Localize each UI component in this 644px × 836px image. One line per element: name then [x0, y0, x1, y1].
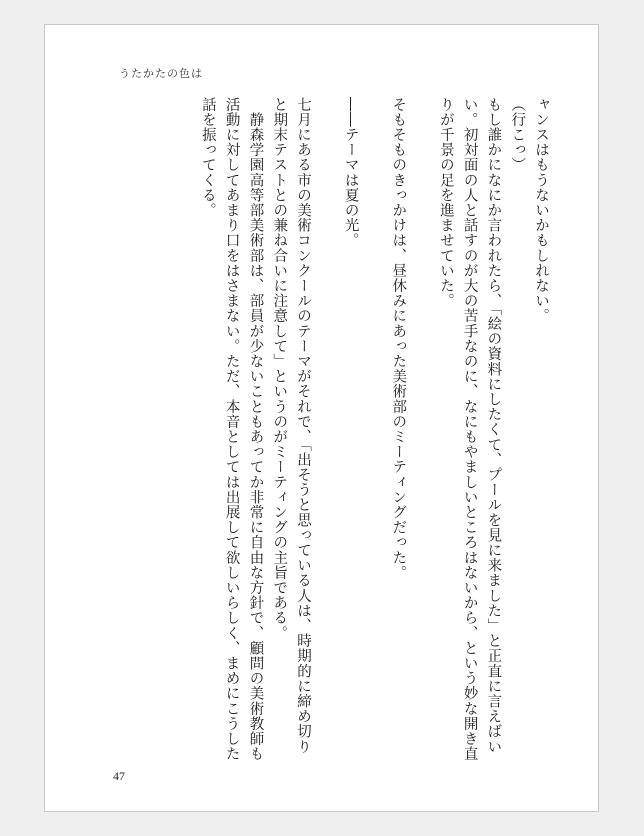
blank-line	[362, 97, 386, 767]
vertical-body-text	[100, 97, 552, 767]
paragraph: 静森学園高等部美術部は、部員が少ないこともあってか非常に自由な方針で、顧問の美術教師も活動に対してあまり口をはさまない。ただ、本音としては出展して欲しいらしく、まめにこうした話を振ってくる。	[199, 97, 264, 762]
paragraph: ――テーマは夏の光。	[342, 97, 359, 248]
blank-line	[314, 97, 338, 767]
paragraph: ャンスはもうないかもしれない。	[533, 97, 549, 324]
blank-line	[409, 97, 433, 767]
paragraph: そもそものきっかけは、昼休みにあった美術部のミーティングだった。	[390, 97, 407, 581]
page-number: 47	[113, 769, 125, 783]
paragraph: もし誰かになにか言われたら、「絵の資料にしたくて、プールを見に来ました」と正直に言えばいい。初対面の人と話すのが大の苦手なのに、なにもやましいところはないから、という妙な開き直りが千景の足を進ませていた。	[437, 97, 502, 762]
paragraph: （行こっ）	[509, 97, 526, 173]
running-header: うたかたの色は	[119, 67, 203, 80]
document-page	[44, 24, 599, 812]
paragraph: 七月にある市の美術コンクールのテーマがそれで、「出そうと思っている人は、時期的に締め切りと期末テストとの兼ね合いに注意して」というのがミーティングの主旨である。	[271, 97, 312, 755]
